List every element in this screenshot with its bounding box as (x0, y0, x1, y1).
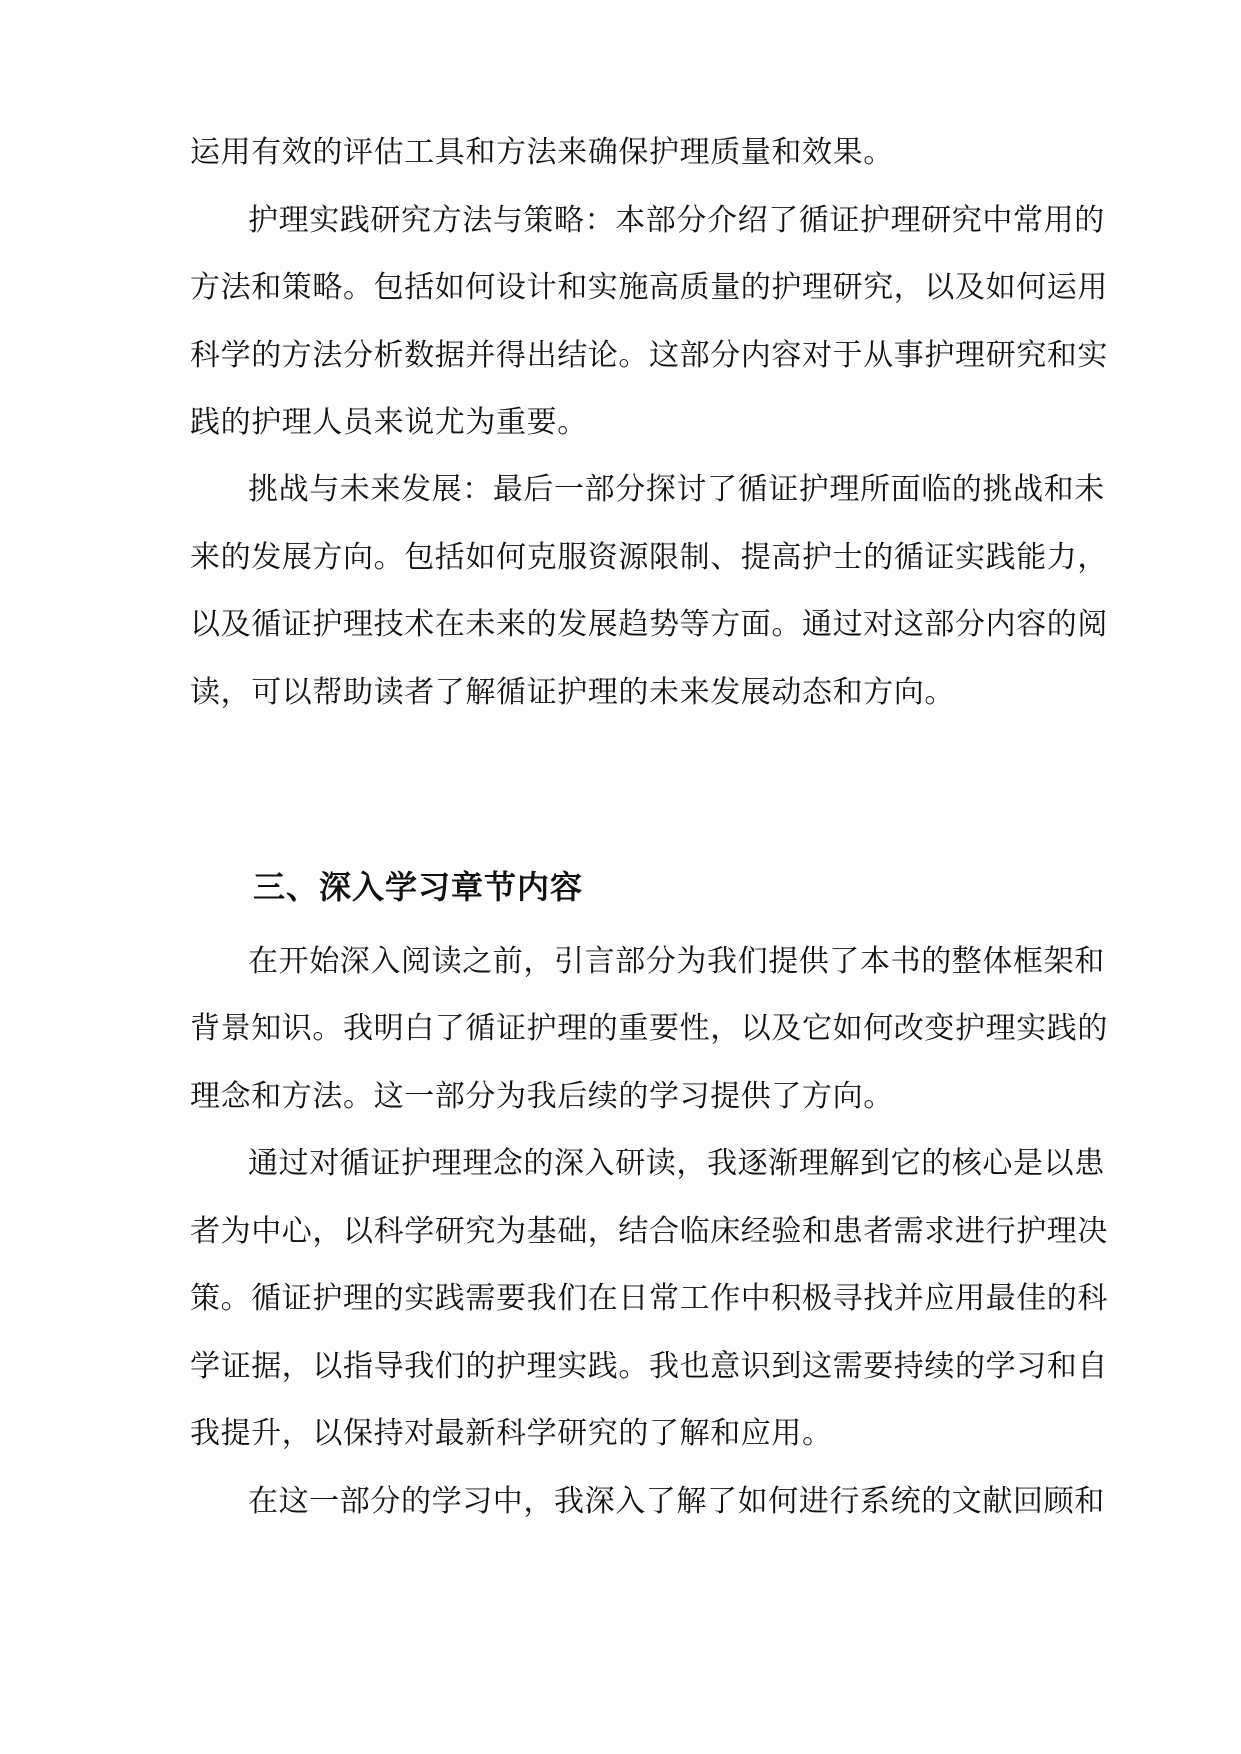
body-text-line: 我提升，以保持对最新科学研究的了解和应用。 (190, 1416, 833, 1451)
body-text-line: 在开始深入阅读之前，引言部分为我们提供了本书的整体框架和 (248, 944, 1105, 979)
body-text-line: 背景知识。我明白了循证护理的重要性，以及它如何改变护理实践的 (190, 1011, 1108, 1046)
body-text-line: 来的发展方向。包括如何克服资源限制、提高护士的循证实践能力， (190, 540, 1108, 575)
body-text-line: 方法和策略。包括如何设计和实施高质量的护理研究，以及如何运用 (190, 270, 1108, 305)
body-text-line: 践的护理人员来说尤为重要。 (190, 405, 588, 440)
body-text-line: 护理实践研究方法与策略：本部分介绍了循证护理研究中常用的 (248, 203, 1105, 238)
body-text-line: 通过对循证护理理念的深入研读，我逐渐理解到它的核心是以患 (248, 1146, 1105, 1181)
body-text-line: 学证据，以指导我们的护理实践。我也意识到这需要持续的学习和自 (190, 1349, 1108, 1384)
section-heading: 三、深入学习章节内容 (253, 868, 584, 906)
body-text-line: 挑战与未来发展：最后一部分探讨了循证护理所面临的挑战和未 (248, 472, 1105, 507)
body-text-line: 在这一部分的学习中，我深入了解了如何进行系统的文献回顾和 (248, 1484, 1105, 1519)
body-text-line: 以及循证护理技术在未来的发展趋势等方面。通过对这部分内容的阅 (190, 607, 1108, 642)
body-text-line: 者为中心，以科学研究为基础，结合临床经验和患者需求进行护理决 (190, 1214, 1108, 1249)
body-text-line: 科学的方法分析数据并得出结论。这部分内容对于从事护理研究和实 (190, 338, 1108, 373)
body-text-line: 理念和方法。这一部分为我后续的学习提供了方向。 (190, 1079, 894, 1114)
body-text-line: 策。循证护理的实践需要我们在日常工作中积极寻找并应用最佳的科 (190, 1281, 1108, 1316)
body-text-line: 运用有效的评估工具和方法来确保护理质量和效果。 (190, 135, 894, 170)
body-text-line: 读，可以帮助读者了解循证护理的未来发展动态和方向。 (190, 675, 955, 710)
